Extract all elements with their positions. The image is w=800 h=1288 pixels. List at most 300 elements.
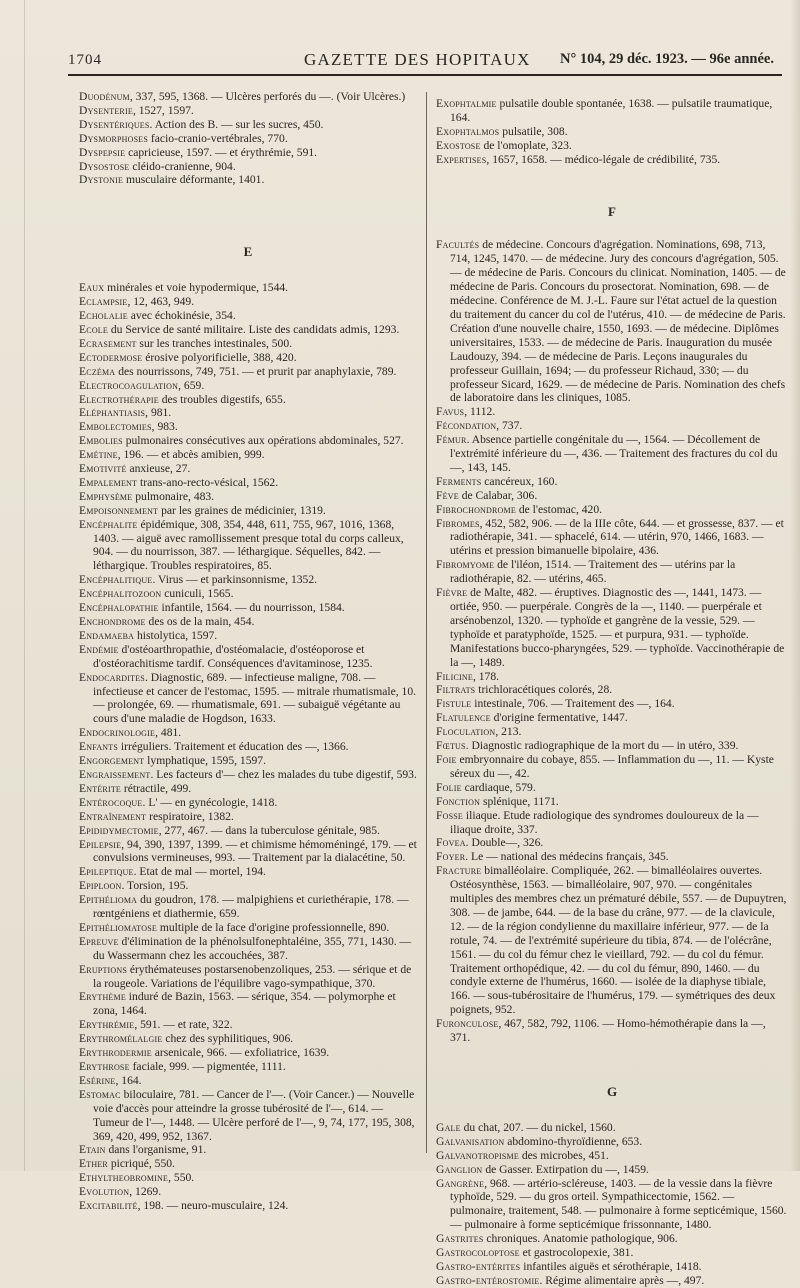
entry-references: faciale, 999. — pigmentée, 1111. <box>129 1060 286 1073</box>
entry-references: . Les facteurs d'— chez les malades du tube digestif, 593. <box>150 767 417 781</box>
entry-keyword: Engraissement <box>79 767 151 781</box>
index-entry <box>436 670 788 684</box>
index-entry <box>79 1185 417 1199</box>
index-entry <box>436 1121 788 1135</box>
entry-keyword: Emétine <box>79 448 118 462</box>
entry-keyword: Electrothérapie <box>79 392 159 406</box>
entry-references: érythémateuses postarsenobenzoliques, 253. — sérique et de la rougeole. Variations de l'équilibre vago-sympathique, 370. <box>93 962 412 990</box>
index-entry <box>79 518 417 574</box>
entry-keyword: Ferments <box>436 474 482 488</box>
index-entry <box>79 281 417 295</box>
entry-references: , 12, 463, 949. <box>127 295 195 309</box>
entry-keyword: Empoisonnement <box>79 503 159 517</box>
index-entry <box>436 558 788 586</box>
index-entry <box>436 850 788 864</box>
entry-references: . Torsion, 195. <box>121 879 189 893</box>
entry-keyword: Epididymectomie <box>79 823 159 837</box>
index-entry <box>79 351 417 365</box>
entry-keyword: Erythrodermie <box>79 1046 152 1060</box>
entry-keyword: Ecrasement <box>79 336 137 350</box>
entry-references: , 1269. <box>129 1185 162 1199</box>
index-entry <box>436 739 788 753</box>
entry-references: cancéreux, 160. <box>481 474 558 488</box>
entry-references: infantiles aiguës et sérothérapie, 1418. <box>520 1259 702 1273</box>
entry-keyword: Ethyltheobromine <box>79 1171 169 1185</box>
entry-references: , 659. <box>178 378 205 392</box>
index-entry <box>79 573 417 587</box>
journal-title: GAZETTE DES HOPITAUX <box>304 50 531 69</box>
entry-keyword: Encéphalitique <box>79 573 153 587</box>
index-entry <box>436 725 788 739</box>
index-entry <box>79 921 417 935</box>
entry-references: , 1657, 1658. — médico-légale de crédibilité, 735. <box>486 152 721 166</box>
index-entry <box>436 503 788 517</box>
entry-references: épidémique, 308, 354, 448, 611, 755, 967, 1016, 1368, 1403. — aiguë avec ramollissement presque total du corps calleux, 904. — du nourrisson, 387. — léthargique. Séquelles, 842. — léthargique. Troubles respiratoires, 85. <box>93 517 404 573</box>
entry-keyword: Dyspepsie <box>79 145 126 159</box>
index-entry <box>436 683 788 697</box>
index-entry <box>436 711 788 725</box>
column-divider <box>426 92 427 1153</box>
entry-keyword: Encéphalitozoon <box>79 587 162 601</box>
entry-keyword: Endémie <box>79 642 119 656</box>
entry-keyword: Facultés <box>436 238 480 252</box>
entry-keyword: Filicine <box>436 669 473 683</box>
index-entry <box>436 1017 788 1045</box>
section-heading-f: F <box>608 203 616 219</box>
index-entry <box>436 781 788 795</box>
entry-keyword: Fosse <box>436 808 464 822</box>
entry-keyword: Furonculose <box>436 1017 499 1031</box>
entry-keyword: Eruptions <box>79 962 127 976</box>
entry-keyword: Dysmorphoses <box>79 131 149 145</box>
index-entry <box>79 420 417 434</box>
index-entry <box>79 1171 417 1185</box>
index-entry <box>79 726 417 740</box>
entry-keyword: Fièvre <box>436 586 468 600</box>
entry-references: . Régime alimentaire après —, 497. <box>539 1273 705 1287</box>
entry-references: , 968. — artério-scléreuse, 1403. — de la vessie dans la fièvre typhoïde, 529. — du gros orteil. Sympathicectomie, 1562. — pulmonaire, traitement, 548. — pulmonaire à forme septicémique, 1560. — pulmonaire à forme septicémique frissonnante, 1480. <box>450 1176 787 1232</box>
entry-keyword: Epreuve <box>79 934 119 948</box>
index-entry <box>79 879 417 893</box>
index-entry <box>436 433 788 475</box>
entry-keyword: Gale <box>436 1120 461 1134</box>
running-header <box>68 48 782 76</box>
entry-keyword: Evolution <box>79 1185 130 1199</box>
entry-references: des troubles digestifs, 655. <box>158 392 286 406</box>
entry-references: , 213. <box>495 725 522 739</box>
index-entry <box>436 1149 788 1163</box>
entry-keyword: Fœtus <box>436 739 466 753</box>
entry-keyword: Enfants <box>79 740 119 754</box>
index-entry <box>79 323 417 337</box>
entry-keyword: Ether <box>79 1157 108 1171</box>
index-entry <box>79 337 417 351</box>
index-entry <box>79 393 417 407</box>
index-entry <box>79 434 417 448</box>
index-entry <box>79 768 417 782</box>
entry-references: d'ostéoarthropathie, d'ostéomalacie, d'ostéoporose et d'ostéorachitisme tardif. Conséquences d'avitaminose, 1235. <box>93 642 373 670</box>
entry-references: pulmonaire, 483. <box>132 489 215 503</box>
entry-keyword: Enchondrome <box>79 615 146 628</box>
entry-keyword: Fonction <box>436 794 481 808</box>
index-entry <box>79 1157 417 1171</box>
g-entries-list <box>436 1121 788 1288</box>
entry-references: minérales et voie hypodermique, 1544. <box>104 281 289 295</box>
index-entry <box>436 1163 788 1177</box>
entry-references: lymphatique, 1595, 1597. <box>144 754 267 768</box>
left-column <box>79 90 417 1213</box>
entry-references: , 1112. <box>464 405 496 419</box>
index-entry <box>436 697 788 711</box>
index-entry <box>79 1074 417 1088</box>
index-entry <box>79 796 417 810</box>
index-entry <box>79 893 417 921</box>
entry-references: par les graines de médicinier, 1319. <box>158 503 326 517</box>
entry-references: , 467, 582, 792, 1106. — Homo-hémothérapie dans la —, 371. <box>450 1017 766 1045</box>
index-entry <box>436 153 788 167</box>
index-entry <box>79 309 417 323</box>
entry-keyword: Foie <box>436 752 457 766</box>
entry-references: infantile, 1564. — du nourrisson, 1584. <box>158 601 345 615</box>
entry-keyword: Floculation <box>436 725 496 739</box>
index-entry <box>79 448 417 462</box>
entry-keyword: Fécondation <box>436 419 497 433</box>
issue-info: N° 104, 29 déc. 1923. — 96e année. <box>559 51 774 67</box>
index-entry <box>436 419 788 433</box>
entry-references: facio-cranio-vertébrales, 770. <box>148 131 288 145</box>
entry-keyword: Etain <box>79 1143 106 1157</box>
entry-keyword: Electrocoagulation <box>79 378 179 392</box>
entry-keyword: Eléphantiasis <box>79 406 146 420</box>
entry-references: , 277, 467. — dans la tuberculose génitale, 985. <box>158 823 380 837</box>
entry-references: de l'estomac, 420. <box>515 502 603 516</box>
entry-references: , 481. <box>155 726 182 740</box>
index-entry <box>436 405 788 419</box>
entry-keyword: Dysentériques <box>79 117 150 131</box>
entry-references: de l'iléon, 1514. — Traitement des — utérins par la radiothérapie, 82. — utérins, 465. <box>450 558 736 586</box>
entry-keyword: Gastrocoloptose <box>436 1246 520 1260</box>
index-entry <box>79 1046 417 1060</box>
index-entry <box>79 295 417 309</box>
entry-references: cuniculi, 1565. <box>161 587 234 601</box>
entry-references: du chat, 207. — du nickel, 1560. <box>460 1120 616 1134</box>
entry-references: , 452, 582, 906. — de la IIIe côte, 644. — et grossesse, 837. — et radiothérapie, 341. — sphacelé, 614. — utérin, 970, 1466, 1683. — utérins et pression bimanuelle bipolaire, 436. <box>450 516 784 558</box>
index-entry <box>436 809 788 837</box>
entry-keyword: Expertises <box>436 152 487 166</box>
entry-references: . Diagnostic radiographique de la mort du — in utéro, 339. <box>465 739 739 753</box>
entry-references: trans-ano-recto-vésical, 1562. <box>137 475 279 489</box>
entry-keyword: Exophtalmos <box>436 124 500 138</box>
index-entry <box>79 1199 417 1213</box>
index-entry <box>436 795 788 809</box>
entry-references: abdomino-thyroïdienne, 653. <box>504 1134 643 1148</box>
entry-references: du goudron, 178. — malpighiens et curiethérapie, 178. — rœntgéniens et diathermie, 659. <box>93 893 409 921</box>
entry-references: de médecine. Concours d'agrégation. Nominations, 698, 713, 714, 1245, 1470. — de médecine. Jury des concours d'agrégation, 505. — de médecine de Paris. Concours du clinicat. Nomination, 1405. — de médecine de Paris. Concours du prosectorat. Nomination, 698. — de médecine. Conférence de M. J.-L. Faure sur l'état actuel de la question du traitement du cancer du col de l'utérus, 410. — de médecine de Paris. Création d'une nouvelle chaire, 1550, 1693. — de médecine. Diplômes universitaires, 1533. — de médecine de Paris. Inauguration du musée Laudouzy, 394. — de médecine de Paris. Leçons inaugurales du professeur Guillain, 1694; — du professeur Richaud, 330; — du professeur Sicard, 1629. — de médecine de Paris. Nomination des chefs de laboratoire dans les cliniques, 1085. <box>450 238 786 405</box>
entry-references: du Service de santé militaire. Liste des candidats admis, 1293. <box>107 322 400 336</box>
entry-keyword: Empalement <box>79 475 138 489</box>
index-entry <box>79 782 417 796</box>
entry-references: d'élimination de la phénolsulfonephtaléine, 355, 771, 1430. — du Wassermann chez les accouchées, 387. <box>93 934 412 962</box>
entry-references: , 94, 390, 1397, 1399. — et chimisme hémoméningé, 179. — et convulsions vermineuses, 993. — Traitement par la dialacétine, 50. <box>93 837 417 865</box>
entry-references: multiple de la face d'origine professionnelle, 890. <box>156 920 390 934</box>
index-entry <box>436 1246 788 1260</box>
entry-keyword: Galvanotropisme <box>436 1148 519 1162</box>
entry-keyword: Folie <box>436 780 462 794</box>
entry-keyword: Gangrène <box>436 1176 485 1190</box>
entry-keyword: Echolalie <box>79 309 128 323</box>
entry-keyword: Embolies <box>79 434 123 448</box>
entry-references: induré de Bazin, 1563. — sérique, 354. — polymorphe et zona, 1464. <box>93 990 396 1018</box>
entry-keyword: Erythème <box>79 990 126 1004</box>
entry-references: des os de la main, 454. <box>145 615 255 628</box>
index-entry <box>79 587 417 601</box>
e-entries-list <box>79 281 417 1213</box>
entry-keyword: Erythrémie <box>79 1018 135 1032</box>
index-entry <box>436 139 788 153</box>
entry-keyword: Entérite <box>79 781 122 795</box>
entry-keyword: Fovea <box>436 836 466 850</box>
index-entry <box>79 629 417 643</box>
entry-keyword: Erythrose <box>79 1060 130 1073</box>
entry-keyword: Epileptique <box>79 865 134 879</box>
entry-keyword: Fistule <box>436 697 472 711</box>
index-entry <box>436 836 788 850</box>
entry-references: de Calabar, 306. <box>458 488 538 502</box>
f-entries-list <box>436 238 788 1045</box>
entry-references: . Action des B. — sur les sucres, 450. <box>149 117 324 131</box>
entry-keyword: Exostose <box>436 138 481 152</box>
entry-keyword: Epilepsie <box>79 837 122 851</box>
entry-references: cléido-cranienne, 904. <box>129 159 236 173</box>
entry-keyword: Fibromyome <box>436 558 495 572</box>
entry-keyword: Encéphalite <box>79 517 138 531</box>
entry-references: iliaque. Etude radiologique des syndromes douloureux de la — iliaque droite, 337. <box>450 808 759 836</box>
entry-references: , 337, 595, 1368. — Ulcères perforés du —. (Voir Ulcères.) <box>129 90 406 103</box>
index-entry <box>79 671 417 727</box>
entry-keyword: Fémur <box>436 433 467 447</box>
index-entry <box>436 864 788 1017</box>
index-entry <box>79 118 417 132</box>
section-heading-g: G <box>606 1084 618 1099</box>
entry-references: de Malte, 482. — éruptives. Diagnostic des —, 1441, 1473. — ortiée, 950. — puerpérale. Congrès de la —, 1140. — puerpérale et arsénobenzol, 1320. — typhoïde et gangrène de la vessie, 529. — typhoïde et paratyphoïde, 1525. — et purpura, 931. — typhoïde. Manifestations bucco-pharyngées, 529. — typhoïde. Vaccinothérapie de la —, 1489. <box>450 586 785 669</box>
entry-keyword: Exophtalmie <box>436 97 497 110</box>
entry-references: pulmonaires consécutives aux opérations abdominales, 527. <box>122 434 404 448</box>
index-entry <box>436 238 788 405</box>
index-entry <box>79 90 417 104</box>
index-entry <box>79 601 417 615</box>
index-entry <box>79 865 417 879</box>
entry-references: cardiaque, 579. <box>461 780 536 794</box>
index-entry <box>79 1018 417 1032</box>
entry-keyword: Ecole <box>79 322 108 336</box>
index-entry <box>79 406 417 420</box>
entry-references: respiratoire, 1382. <box>146 809 234 823</box>
entry-references: , 178. <box>472 669 500 683</box>
entry-references: sur les tranches intestinales, 500. <box>136 336 293 350</box>
entry-references: avec échokinésie, 354. <box>127 309 236 323</box>
index-entry <box>79 963 417 991</box>
index-entry <box>436 97 788 125</box>
entry-keyword: Encéphalopathie <box>79 601 159 615</box>
entry-references: . Etat de mal — mortel, 194. <box>133 865 266 879</box>
index-entry <box>79 490 417 504</box>
entry-references: des nourrissons, 749, 751. — et prurit par anaphylaxie, 789. <box>115 364 397 378</box>
entry-references: . L' — en gynécologie, 1418. <box>142 795 278 809</box>
index-entry <box>79 810 417 824</box>
entry-keyword: Favus <box>436 405 465 419</box>
entry-keyword: Endamaeba <box>79 628 135 642</box>
entry-keyword: Gastro-entérites <box>436 1259 521 1273</box>
entry-references: . Virus — et parkinsonnisme, 1352. <box>152 573 318 587</box>
index-entry <box>436 1177 788 1233</box>
index-entry <box>79 615 417 629</box>
entry-keyword: Epithéliomatose <box>79 920 157 934</box>
entry-references: musculaire déformante, 1401. <box>123 173 265 187</box>
entry-keyword: Engorgement <box>79 754 145 768</box>
index-entry <box>79 754 417 768</box>
entry-references: picriqué, 550. <box>107 1157 175 1171</box>
entry-references: bimalléolaire. Compliquée, 262. — bimalléolaires ouvertes. Ostéosynthèse, 1563. — bimalléolaire, 907, 970. — congénitales multiples des membres chez un prématuré débile, 557. — de Dupuytren, 308. — de jambe, 644. — de la base du crâne, 977. — de la clavicule, 12. — de la région condylienne du maxillaire inférieur, 977. — de la rotule, 74. — de l'extrémité supérieure du tibia, 874. — de l'olécrâne, 1561. — du col du fémur chez le vieillard, 792. — du col du fémur. Traitement orthopédique, 42. — du col du fémur, 890, 1460. — du condyle externe de l'humérus, 1660. — isolée de la diaphyse tibiale, 166. — sous-tubérositaire de l'humérus, 179. — symétriques des deux poignets, 952. <box>450 864 787 1017</box>
entry-keyword: Eclampsie <box>79 295 128 309</box>
entry-references: arsenicale, 966. — exfoliatrice, 1639. <box>151 1046 330 1060</box>
entry-keyword: Galvanisation <box>436 1134 505 1148</box>
entry-references: de Gasser. Extirpation du —, 1459. <box>482 1162 649 1176</box>
index-entry <box>79 146 417 160</box>
e-entries-continued <box>436 97 788 167</box>
entry-references: , 983. <box>151 420 178 434</box>
entry-keyword: Fibromes <box>436 516 480 530</box>
entry-keyword: Epithélioma <box>79 893 138 907</box>
page-shadow <box>790 0 800 1171</box>
binding-edge <box>24 0 25 1171</box>
entry-references: splénique, 1171. <box>480 794 559 808</box>
entry-keyword: Emotivité <box>79 462 127 476</box>
index-entry <box>79 740 417 754</box>
section-heading-e: E <box>243 244 253 260</box>
entry-references: , 737. <box>496 419 523 433</box>
right-column <box>436 97 788 1288</box>
entry-keyword: Dysostose <box>79 159 130 173</box>
entry-keyword: Gastrites <box>436 1232 484 1246</box>
entry-references: , 164. <box>115 1073 142 1087</box>
d-entries-list <box>79 90 417 187</box>
entry-references: . Absence partielle congénitale du —, 1564. — Décollement de l'extrémité inférieure du —, 436. — Traitement des fractures du col du —, 143, 145. <box>450 433 778 474</box>
entry-references: pulsatile double spontanée, 1638. — pulsatile traumatique, 164. <box>450 97 773 124</box>
index-entry <box>436 1260 788 1274</box>
page-number: 1704 <box>68 52 102 68</box>
index-entry <box>436 586 788 669</box>
entry-references: chez des syphilitiques, 906. <box>162 1032 294 1046</box>
entry-references: , 198. — neuro-musculaire, 124. <box>137 1199 289 1213</box>
index-entry <box>436 489 788 503</box>
entry-keyword: Excitabilité <box>79 1199 138 1213</box>
entry-references: et gastrocolopexie, 381. <box>519 1246 634 1260</box>
index-entry <box>79 1032 417 1046</box>
entry-references: de l'omoplate, 323. <box>480 138 572 152</box>
index-entry <box>79 990 417 1018</box>
index-entry <box>79 504 417 518</box>
entry-keyword: Gastro-entérostomie <box>436 1273 540 1287</box>
entry-keyword: Filtrats <box>436 683 476 697</box>
entry-keyword: Endocrinologie <box>79 726 156 740</box>
index-entry <box>436 1274 788 1288</box>
index-entry <box>79 104 417 118</box>
entry-keyword: Estomac <box>79 1087 121 1101</box>
entry-references: trichloracétiques colorés, 28. <box>475 683 613 697</box>
entry-references: pulsatile, 308. <box>499 124 568 138</box>
entry-references: irréguliers. Traitement et éducation des —, 1366. <box>118 740 349 754</box>
entry-references: , 1527, 1597. <box>132 103 194 117</box>
index-entry <box>436 517 788 559</box>
index-entry <box>79 462 417 476</box>
index-entry <box>79 379 417 393</box>
entry-keyword: Erythromélalgie <box>79 1032 163 1046</box>
index-entry <box>79 1060 417 1074</box>
entry-keyword: Embolectomies <box>79 420 152 434</box>
entry-references: dans l'organisme, 91. <box>105 1143 207 1157</box>
entry-references: d'origine fermentative, 1447. <box>490 711 628 725</box>
entry-keyword: Dystonie <box>79 173 124 187</box>
entry-references: érosive polyorificielle, 388, 420. <box>142 350 297 364</box>
index-entry <box>436 753 788 781</box>
index-entry <box>79 173 417 187</box>
entry-keyword: Fève <box>436 488 459 502</box>
entry-keyword: Endocardites <box>79 670 145 684</box>
index-entry <box>79 132 417 146</box>
index-entry <box>436 1135 788 1149</box>
index-entry <box>436 475 788 489</box>
index-entry <box>436 125 788 139</box>
entry-references: intestinale, 706. — Traitement des —, 164. <box>471 697 675 711</box>
entry-references: chroniques. Anatomie pathologique, 906. <box>483 1232 678 1246</box>
entry-keyword: Entérocoque <box>79 795 143 809</box>
entry-keyword: Emphysème <box>79 489 133 503</box>
entry-keyword: Duodénum <box>79 90 130 103</box>
entry-references: . Diagnostic, 689. — infectieuse maligne, 708. — infectieuse et cancer de l'estomac, 1595. — mitrale rhumatismale, 10. — prolongée, 69. — rhumatismale, 691. — subaiguë végétante au cours d'une maladie de Hogdson, 1633. <box>93 670 417 726</box>
entry-keyword: Epiploon <box>79 879 122 893</box>
entry-keyword: Ganglion <box>436 1162 483 1176</box>
entry-keyword: Entraînement <box>79 809 147 823</box>
entry-references: , 591. — et rate, 322. <box>134 1018 233 1032</box>
entry-references: embryonnaire du cobaye, 855. — Inflammation du —, 11. — Kyste séreux du —, 42. <box>450 752 774 780</box>
entry-keyword: Ectodermose <box>79 350 143 364</box>
entry-references: anxieuse, 27. <box>126 462 191 476</box>
entry-keyword: Flatulence <box>436 711 491 725</box>
index-entry <box>436 1232 788 1246</box>
entry-keyword: Eaux <box>79 281 105 295</box>
index-entry <box>79 160 417 174</box>
entry-references: , 196. — et abcès amibien, 999. <box>117 448 265 462</box>
index-entry <box>79 1143 417 1157</box>
entry-references: , 981. <box>145 406 172 420</box>
entry-references: biloculaire, 781. — Cancer de l'—. (Voir Cancer.) — Nouvelle voie d'accès pour atteindre la grosse tubérosité de l'—, 614. — Tumeur de l'—, 1448. — Ulcère perforé de l'—, 9, 74, 177, 195, 308, 369, 420, 499, 952, 1367. <box>93 1087 415 1143</box>
entry-references: rétractile, 499. <box>121 781 192 795</box>
index-entry <box>79 935 417 963</box>
entry-keyword: Eczéma <box>79 364 116 378</box>
entry-keyword: Fracture <box>436 864 482 878</box>
entry-keyword: Foyer <box>436 850 466 864</box>
entry-keyword: Fibrochondrome <box>436 502 516 516</box>
entry-keyword: Esérine <box>79 1073 116 1087</box>
entry-references: , 550. <box>168 1171 195 1185</box>
entry-references: . Le — national des médecins français, 345. <box>465 850 669 864</box>
index-entry <box>79 838 417 866</box>
index-entry <box>79 365 417 379</box>
entry-references: des microbes, 451. <box>518 1148 609 1162</box>
entry-references: histolytica, 1597. <box>134 628 218 642</box>
index-entry <box>79 1088 417 1144</box>
index-entry <box>79 643 417 671</box>
